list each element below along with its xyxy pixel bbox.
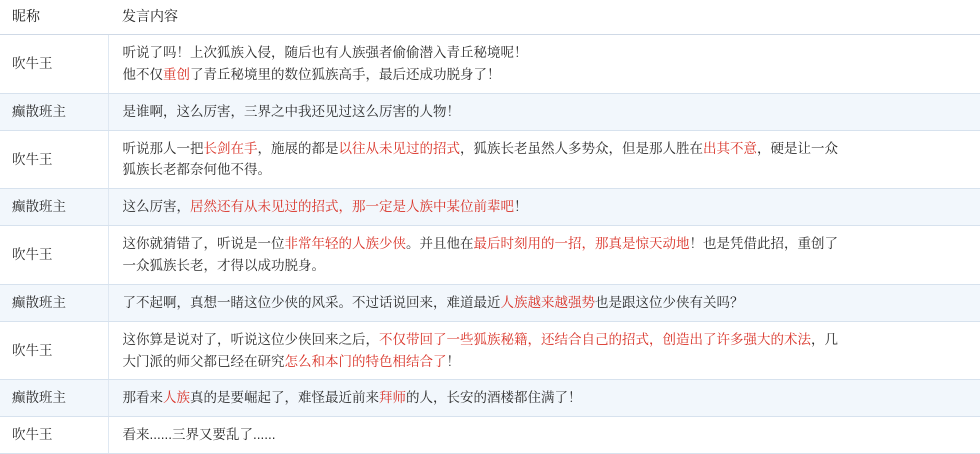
row-nickname: 吹牛王 (0, 226, 108, 285)
table-row (0, 130, 980, 189)
message-text: ！ (514, 199, 528, 215)
message-line (123, 255, 969, 277)
message-text: 大门派的师父都已经在研究 (122, 353, 285, 369)
message-highlight: 出其不意 (703, 140, 757, 156)
message-text: ，硬是让一众 (757, 140, 838, 156)
row-nickname: 吹牛王 (0, 417, 108, 454)
message-line (123, 64, 969, 86)
message-line (123, 424, 969, 446)
message-text: ，几 (811, 331, 838, 347)
column-header-content: 发言内容 (108, 0, 980, 35)
message-highlight: 怎么和本门的特色相结合了 (284, 353, 447, 369)
message-highlight: 人族越来越强势 (500, 294, 595, 310)
message-line (123, 138, 969, 160)
message-text: ，施展的都是 (257, 140, 339, 156)
message-line (123, 159, 969, 181)
row-message (108, 226, 980, 285)
table-row (0, 35, 980, 94)
table-body (0, 35, 980, 454)
message-text: 那看来 (122, 390, 163, 406)
table-row (0, 189, 980, 226)
message-text: 听说了吗！上次狐族入侵，随后也有人族强者偷偷潜入青丘秘境呢！ (122, 45, 528, 60)
table-row (0, 93, 980, 130)
message-line (123, 351, 969, 373)
table-row (0, 226, 980, 285)
message-text: 。并且他在 (406, 236, 474, 252)
message-text: 是谁啊，这么厉害，三界之中我还见过这么厉害的人物！ (122, 103, 460, 119)
row-message (108, 321, 980, 380)
message-text: ！也是凭借此招，重创了 (689, 236, 838, 252)
row-message (108, 380, 980, 417)
row-message (108, 417, 980, 454)
message-text: 的人，长安的酒楼都住满了！ (406, 390, 582, 406)
row-nickname: 癫散班主 (0, 284, 108, 321)
message-text: 这么厉害， (122, 199, 190, 215)
message-highlight: 居然还有从未见过的招式，那一定是人族中某位前辈吧 (190, 199, 514, 215)
message-text: ！ (446, 353, 460, 369)
row-nickname: 吹牛王 (0, 35, 108, 94)
row-message (108, 130, 980, 189)
message-text: 了青丘秘境里的数位狐族高手，最后还成功脱身了！ (190, 66, 501, 82)
message-text: 听说那人一把 (122, 140, 204, 156)
row-nickname: 癫散班主 (0, 189, 108, 226)
message-text: 了不起啊，真想一睹这位少侠的风采。不过话说回来，难道最近 (122, 294, 501, 310)
message-line (123, 292, 969, 314)
message-line (123, 329, 969, 351)
row-message (108, 189, 980, 226)
row-nickname: 吹牛王 (0, 130, 108, 189)
message-highlight: 拜师 (379, 390, 406, 406)
message-text: 也是跟这位少侠有关吗？ (595, 294, 744, 310)
row-message (108, 93, 980, 130)
table-row (0, 417, 980, 454)
message-highlight: 不仅带回了一些狐族秘籍，还结合自己的招式，创造出了许多强大的术法 (379, 331, 811, 347)
message-line (123, 42, 969, 64)
message-highlight: 最后时刻用的一招，那真是惊天动地 (473, 236, 690, 252)
table-header (0, 0, 980, 35)
message-line (123, 196, 969, 218)
message-text: 狐族长老都奈何他不得。 (122, 162, 271, 178)
row-nickname: 癫散班主 (0, 93, 108, 130)
table-row (0, 380, 980, 417)
row-nickname: 吹牛王 (0, 321, 108, 380)
message-text: 这你算是说对了，听说这位少侠回来之后， (122, 331, 379, 347)
row-message (108, 35, 980, 94)
message-text: 他不仅 (122, 66, 163, 82)
message-text: 这你就猜错了，听说是一位 (122, 236, 285, 252)
message-highlight: 长剑在手 (203, 140, 258, 156)
row-message (108, 284, 980, 321)
row-nickname: 癫散班主 (0, 380, 108, 417)
table-header-row (0, 0, 980, 35)
message-text: 一众狐族长老，才得以成功脱身。 (122, 258, 325, 274)
message-text: ，狐族长老虽然人多势众，但是那人胜在 (460, 140, 703, 156)
table-row (0, 321, 980, 380)
message-line (123, 101, 969, 123)
table-row (0, 284, 980, 321)
message-text: 真的是要崛起了，难怪最近前来 (190, 390, 379, 406)
message-highlight: 重创 (163, 66, 190, 82)
message-highlight: 非常年轻的人族少侠 (284, 236, 406, 252)
message-highlight: 以往从未见过的招式 (338, 140, 460, 156)
message-highlight: 人族 (163, 390, 190, 406)
column-header-nickname: 昵称 (0, 0, 108, 35)
message-line (123, 233, 969, 255)
message-line (123, 387, 969, 409)
message-text: 看来......三界又要乱了...... (122, 427, 276, 443)
